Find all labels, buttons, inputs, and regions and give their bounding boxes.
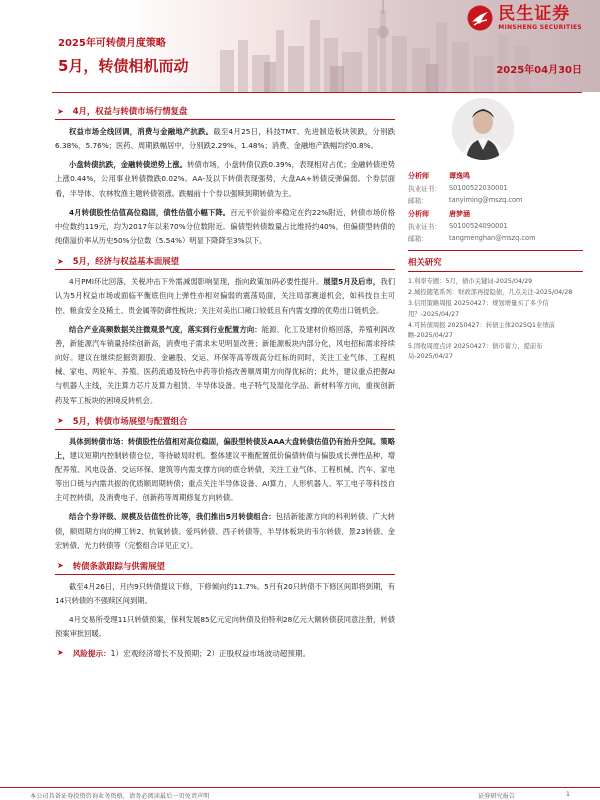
report-title: 5月，转债相机而动 — [58, 57, 189, 75]
section-heading — [55, 103, 395, 120]
main-column — [55, 98, 395, 659]
section-title: 转债条款跟踪与供需展望 — [72, 560, 165, 571]
paragraph — [55, 125, 395, 153]
paragraph-lead: 小盘转债抗跌，金融转债逆势上涨。 — [69, 160, 188, 170]
paragraph — [55, 435, 395, 506]
related-link[interactable]: 2.城投随笔系列：财政部再提隐债，几点关注-2025/04/28 — [408, 289, 573, 297]
analyst-info — [408, 170, 558, 244]
section-heading — [55, 253, 395, 270]
logo-en-text: MINSHENG SECURITIES — [498, 24, 582, 31]
paragraph-body: 能源、化工及建材价格回落，养殖利润改善，新能源汽车销量持续创新高，消费电子需求未见明显改善；新能源板块内部分化，风电招标需求持续向好。建议在继续挖掘资源股、金融股、交运、环保等高等级高分红标的同时，关注工业气体、工程机械、家电、两轮车、养殖、医药流通及特色中药等价格改善顺周期方向得优标的；此外，建议重点把握AI与机器人主线，关注算力芯片及算力租赁、半导体设备、电子特气及湿化学品、新材料等方向，重视创新药及军工板块的困境反转机会。 — [55, 324, 395, 405]
paragraph-lead: 结合个券评级、规模及估值性价比等，我们推出5月转债组合： — [69, 512, 276, 522]
section-heading — [55, 413, 395, 430]
analyst-name: 谭逸鸣 — [449, 172, 470, 180]
paragraph-body: 百元平价溢价率稳定在约22%附近，转债市场价格中位数约119元，均为2017年以来70%分位数附近。偏债型转债数量占比维持约40%，但偏债型转债的纯债溢价率从历史50%分位数（5.54%）明显下降降至3%以下。 — [55, 207, 396, 246]
report-header — [0, 0, 600, 92]
arrow-icon: ➤ — [57, 561, 64, 571]
cert-label: 执业证书： — [408, 185, 441, 193]
arrow-icon: ➤ — [57, 256, 64, 266]
series-label: 2025年可转债月度策略 — [58, 38, 166, 49]
report-date: 2025年04月30日 — [496, 65, 582, 76]
paragraph-lead: 权益市场全线回调，消费与金融地产抗跌。 — [69, 127, 214, 136]
paragraph-body: 截至4月25日，科技TMT、先进制造板块领跌，分别跌6.38%、5.76%；医药、周期跌幅居中，分别跌2.29%、1.48%；消费、金融地产跌幅均约0.8%。 — [55, 127, 396, 151]
paragraph — [55, 580, 395, 608]
analyst-email[interactable]: tangmenghan@mszq.com — [449, 234, 536, 242]
section-heading — [55, 558, 395, 575]
minsheng-logo — [467, 5, 582, 31]
analyst-email[interactable]: tanyiming@mszq.com — [449, 196, 523, 204]
sidebar-divider — [408, 250, 583, 251]
page-number: 1 — [566, 791, 570, 798]
related-link[interactable]: 4.可转债周报 20250427：转债主体2025Q1业绩前瞻-2025/04/27 — [408, 321, 555, 340]
section-title: 5月，转债市场展望与配置组合 — [72, 415, 188, 426]
risk-text: 1）宏观经济增长不及预期；2）正股权益市场波动超预期。 — [110, 648, 311, 658]
analyst-name: 唐梦涵 — [449, 210, 470, 218]
paragraph-lead: 展望5月及后市， — [323, 277, 381, 287]
paragraph — [55, 323, 395, 408]
risk-warning — [55, 648, 395, 659]
analyst-role: 分析师 — [408, 172, 429, 180]
paragraph — [55, 510, 395, 552]
person-icon — [452, 98, 514, 160]
arrow-icon: ➤ — [57, 416, 64, 426]
paragraph-body: 4月PMI环比回落，关税冲击下外需减弱影响显现，指向政策加码必要性提升。 — [69, 277, 324, 287]
paragraph-body: 转债市场，小盘转债仅跌0.39%，表现相对占优；金融转债逆势上涨0.44%，公用事业转债微跌0.02%。AA-及以下转债表现强势，大盘AA+转债反弹偏弱。个券层面看，半导体、农林牧渔主题转债领涨。跌幅前十个券以强赎到期转债为主。 — [55, 160, 395, 198]
paragraph-body: 截至4月26日，月内9只转债提议下修，下修倾向约11.7%。5月有20只转债不下修区间即将到期，有14只转债的不强赎区间到期。 — [55, 581, 395, 606]
related-link[interactable]: 3.信用策略周报 20250427：规划增量买了多少信用？-2025/04/27 — [408, 300, 549, 318]
arrow-icon: ➤ — [57, 106, 64, 116]
cert-number: S0100522030001 — [449, 184, 508, 192]
logo-cn-text: 民生证券 — [498, 4, 571, 24]
section-title: 4月，权益与转债市场行情复盘 — [72, 106, 188, 116]
header-divider — [52, 92, 582, 93]
email-label: 邮箱： — [408, 197, 428, 205]
paragraph — [55, 275, 395, 317]
paragraph-lead: 具体到转债市场：转债股性估值相对高位稳固，偏股型转债及AAA大盘转债估值仍有抬升空间。策略上， — [55, 436, 395, 460]
related-link[interactable]: 5.固收周度点评 20250427：债市蓄力，提前布局-2025/04/27 — [408, 343, 543, 361]
paragraph-body: 包括新能源方向的科利转债、广大转债，顺周期方向的柳工转2、杭氧转债、爱玛转债、西子转债等，半导体板块的韦尔转债、景23转债、金宏转债、光力转债等（完整组合详见正文）。 — [55, 512, 396, 550]
paragraph — [55, 613, 395, 641]
risk-label: 风险提示： — [72, 648, 111, 658]
arrow-icon: ➤ — [57, 647, 64, 657]
page-footer — [0, 787, 600, 800]
paragraph — [55, 206, 395, 248]
analyst-photo — [452, 98, 514, 160]
paragraph-lead: 4月转债股性估值高位稳固，债性估值小幅下降。 — [69, 207, 231, 217]
paragraph-body: 4月交易所受理11只转债预案，保利发展85亿元定向转债及伯特利28亿元大额转债获同意注册，转债预案审批回暖。 — [55, 615, 395, 639]
email-label: 邮箱： — [408, 235, 428, 243]
footer-disclaimer: 本公司具备证券投资咨询业务资格，请务必阅读最后一页免责声明 — [30, 793, 210, 800]
sidebar — [408, 98, 573, 364]
cert-number: S0100524090001 — [449, 222, 508, 230]
related-link[interactable]: 1.利率专题：5月，债市关键词-2025/04/29 — [408, 278, 533, 285]
related-research-list — [408, 277, 583, 363]
analyst-role: 分析师 — [408, 210, 429, 218]
related-research-title: 相关研究 — [408, 256, 583, 272]
paragraph-body: 我们认为5月权益市场或面临平衡底但向上弹性亦相对偏弱的震荡局面，关注局部赛道机会，如科技自主可控、粮食安全及稀土、贵金属等防御性板块；关注对美出口敞口较低且有内需支撑的优势出口链机会。 — [55, 277, 396, 315]
paragraph-body: 建议短期内控制转债仓位，等待破局时机。整体建议平衡配置低价偏债转债与偏股成长弹性品种，增配养殖、风电设备、交运环保、建筑等内需支撑方向的底仓转债，关注工业气体、工程机械、汽车、家电等出口链与内需共振的优质顺周期转债；重点关注半导体设备、AI算力、人形机器人、军工电子等科技自主可控转债，及消费电子、创新药等周期修复方向转债。 — [55, 450, 396, 503]
footer-doc-type: 证券研究报告 — [478, 793, 516, 800]
logo-mark-icon — [467, 5, 493, 31]
paragraph-lead: 结合产业高频数据关注微观景气度，落实到行业配置方向： — [69, 324, 262, 334]
paragraph — [55, 158, 395, 200]
section-title: 5月，经济与权益基本面展望 — [72, 256, 180, 267]
cert-label: 执业证书： — [408, 223, 441, 231]
